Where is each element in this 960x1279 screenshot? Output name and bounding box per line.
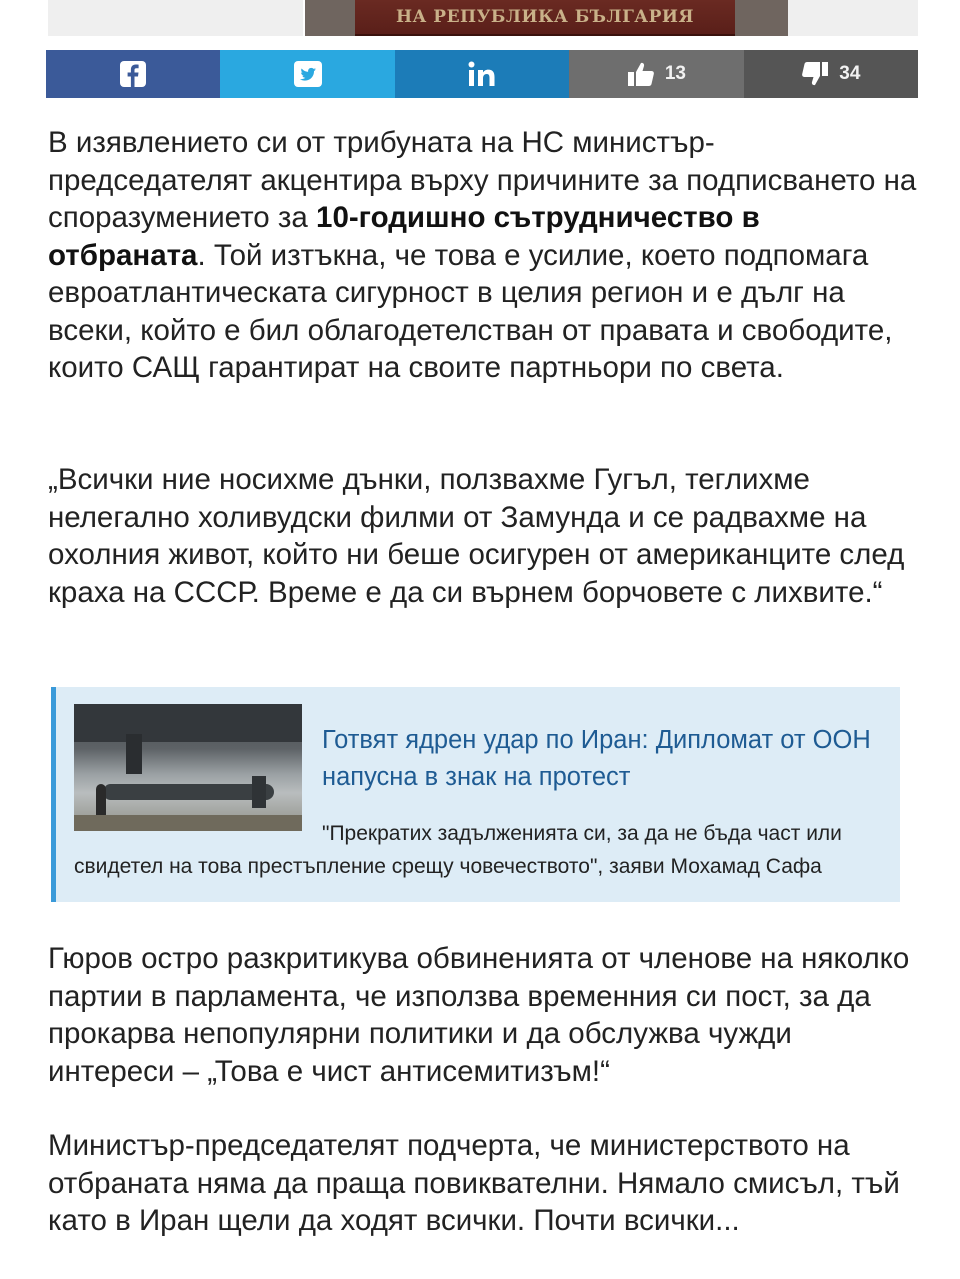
description-text: "Прекратих задълженията си, за да не бъда част или свидетел на това престъпление срещу човечеството", заяви Мохамад Сафа	[74, 822, 842, 878]
paragraph-bold-text: 10-годишно сътрудничество в отбраната	[48, 201, 760, 272]
thumbs-down-icon	[801, 61, 829, 87]
thumbnail-fin	[252, 776, 266, 808]
twitter-icon	[293, 60, 323, 88]
thumbnail-wing	[74, 704, 302, 742]
related-article-title-link[interactable]: Готвят ядрен удар по Иран: Дипломат от ООН напусна в знак на протест	[322, 726, 871, 791]
thumbnail-bomb	[104, 784, 274, 800]
share-linkedin-button[interactable]	[395, 50, 569, 98]
dislike-button[interactable]	[744, 50, 918, 98]
like-button[interactable]	[569, 50, 743, 98]
article-paragraph: Министър-председателят подчерта, че министерството на отбраната няма да праща повиквателни. Нямало смисъл, тъй като в Иран щели да ходят всички. Почти всички...	[48, 1129, 900, 1237]
share-bar	[46, 50, 918, 98]
linkedin-icon	[467, 60, 497, 88]
article-paragraph: Гюров остро разкритикува обвиненията от членове на няколко партии в парламента, че използва временния си пост, за да прокарва непопулярни политики и да обслужва чужди интереси – „Това е чист антисемитизъм!“	[48, 942, 910, 1088]
thumbnail-pylon	[126, 734, 142, 774]
related-article-box[interactable]	[51, 687, 900, 902]
book-cover	[355, 0, 735, 36]
paragraph-text: . Той изтъкна, че това е усилие, което подпомага евроатлантическата сигурност в целия регион и е дълг на всеки, който е бил облагодетелстван от правата и свободите, които САЩ гарантират на своите партньори по света.	[48, 238, 893, 384]
article-header-image	[48, 0, 918, 36]
paragraph-text: В изявлението си от трибуната на НС министър-председателят акцентира върху причините за подписването на споразумението за	[48, 126, 917, 234]
share-facebook-button[interactable]	[46, 50, 220, 98]
image-right-panel	[788, 0, 918, 36]
article-paragraph	[48, 124, 918, 387]
dislike-count: 34	[839, 63, 861, 84]
facebook-icon	[119, 60, 147, 88]
image-left-panel	[48, 0, 303, 36]
article-quote-paragraph: „Всички ние носихме дънки, ползвахме Гугъл, теглихме нелегално холивудски филми от Замунда и се радвахме на охолния живот, който ни беше осигурен от американците след краха на СССР. Време е да си върнем борчовете с лихвите.“	[48, 463, 905, 609]
related-article-thumbnail[interactable]	[74, 704, 302, 831]
like-count: 13	[664, 63, 686, 84]
share-twitter-button[interactable]	[220, 50, 394, 98]
related-article-description	[74, 817, 874, 883]
image-center-panel	[303, 0, 792, 36]
thumbs-up-icon	[627, 61, 655, 87]
book-cover-caption: НА РЕПУБЛИКА БЪЛГАРИЯ	[395, 7, 694, 27]
